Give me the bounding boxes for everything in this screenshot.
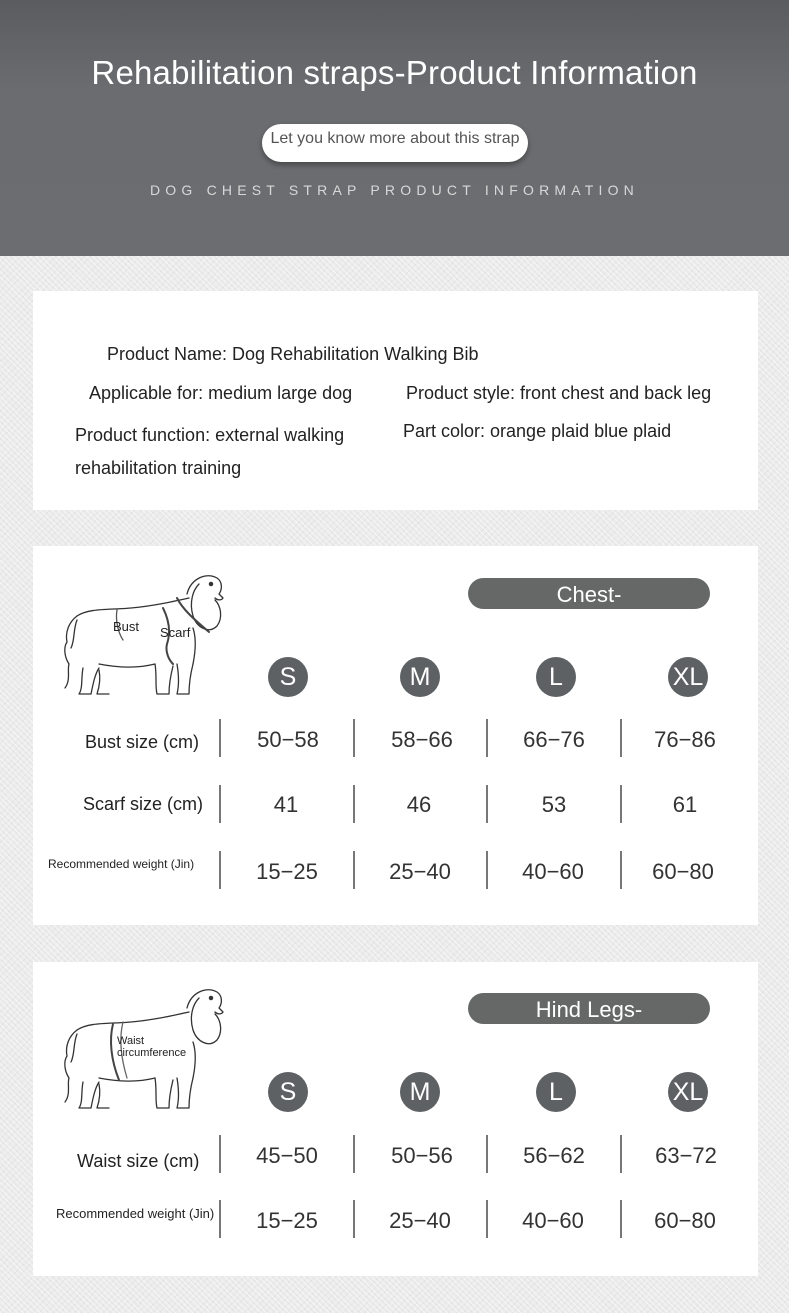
- cell-weight-s: 15−25: [256, 859, 318, 884]
- product-style: Product style: front chest and back leg: [406, 383, 712, 403]
- chest-size-card: [33, 546, 758, 925]
- column-divider: [353, 1200, 355, 1238]
- size-badge-l: L: [536, 1072, 576, 1112]
- size-badge-s: S: [268, 1072, 308, 1112]
- column-divider: [620, 719, 622, 757]
- dog-waist-diagram: [63, 984, 229, 1112]
- cell-bust-l: 66−76: [523, 727, 585, 752]
- hind-legs-section-title: Hind Legs-: [468, 993, 710, 1024]
- cell-scarf-m: 46: [406, 792, 432, 817]
- row-label-weight: Recommended weight (Jin): [56, 1206, 215, 1221]
- size-badge-l: L: [536, 657, 576, 697]
- tagline-pill: Let you know more about this strap: [262, 124, 528, 162]
- size-badge-xl: XL: [668, 1072, 708, 1112]
- column-divider: [219, 1135, 221, 1173]
- cell-waist-l: 56−62: [523, 1143, 585, 1168]
- column-divider: [620, 785, 622, 823]
- cell-weight-l: 40−60: [522, 859, 584, 884]
- cell-weight-s: 15−25: [256, 1208, 318, 1233]
- column-divider: [620, 1135, 622, 1173]
- column-divider: [486, 851, 488, 889]
- size-badge-xl: XL: [668, 657, 708, 697]
- page-title: Rehabilitation straps-Product Information: [91, 54, 698, 91]
- header-subtitle: DOG CHEST STRAP PRODUCT INFORMATION: [150, 182, 639, 198]
- hind-legs-size-card: [33, 962, 758, 1276]
- cell-weight-m: 25−40: [389, 1208, 451, 1233]
- chest-section-title: Chest-: [468, 578, 710, 609]
- column-divider: [219, 1200, 221, 1238]
- cell-waist-s: 45−50: [256, 1143, 318, 1168]
- cell-bust-m: 58−66: [391, 727, 453, 752]
- row-label-bust: Bust size (cm): [85, 732, 200, 752]
- cell-scarf-s: 41: [273, 792, 299, 817]
- applicable-for: Applicable for: medium large dog: [89, 383, 353, 403]
- scarf-label: Scarf: [160, 625, 191, 640]
- cell-waist-m: 50−56: [391, 1143, 453, 1168]
- waist-label: Waist: [117, 1035, 145, 1047]
- bust-label: Bust: [113, 619, 140, 634]
- cell-weight-xl: 60−80: [652, 859, 714, 884]
- part-color: Part color: orange plaid blue plaid: [403, 421, 672, 441]
- column-divider: [353, 851, 355, 889]
- row-label-scarf: Scarf size (cm): [83, 794, 204, 814]
- column-divider: [219, 851, 221, 889]
- row-label-waist: Waist size (cm): [77, 1151, 200, 1171]
- column-divider: [486, 1200, 488, 1238]
- column-divider: [486, 785, 488, 823]
- row-label-weight: Recommended weight (Jin): [48, 857, 195, 871]
- product-name: Product Name: Dog Rehabilitation Walking Bib: [107, 344, 479, 364]
- column-divider: [486, 719, 488, 757]
- cell-weight-xl: 60−80: [654, 1208, 716, 1233]
- column-divider: [486, 1135, 488, 1173]
- column-divider: [219, 719, 221, 757]
- cell-bust-s: 50−58: [257, 727, 319, 752]
- size-badge-m: M: [400, 1072, 440, 1112]
- column-divider: [620, 1200, 622, 1238]
- cell-waist-xl: 63−72: [655, 1143, 717, 1168]
- cell-weight-m: 25−40: [389, 859, 451, 884]
- cell-scarf-xl: 61: [672, 792, 698, 817]
- header-banner: [0, 0, 789, 256]
- circumference-label: circumference: [117, 1047, 187, 1059]
- column-divider: [353, 785, 355, 823]
- product-function-cont: rehabilitation training: [75, 458, 242, 478]
- product-function: Product function: external walking: [75, 425, 345, 445]
- column-divider: [219, 785, 221, 823]
- column-divider: [353, 719, 355, 757]
- cell-scarf-l: 53: [541, 792, 567, 817]
- size-badge-m: M: [400, 657, 440, 697]
- column-divider: [620, 851, 622, 889]
- column-divider: [353, 1135, 355, 1173]
- product-info-card: [33, 291, 758, 510]
- cell-weight-l: 40−60: [522, 1208, 584, 1233]
- size-badge-s: S: [268, 657, 308, 697]
- cell-bust-xl: 76−86: [654, 727, 716, 752]
- dog-chest-diagram: [59, 568, 229, 700]
